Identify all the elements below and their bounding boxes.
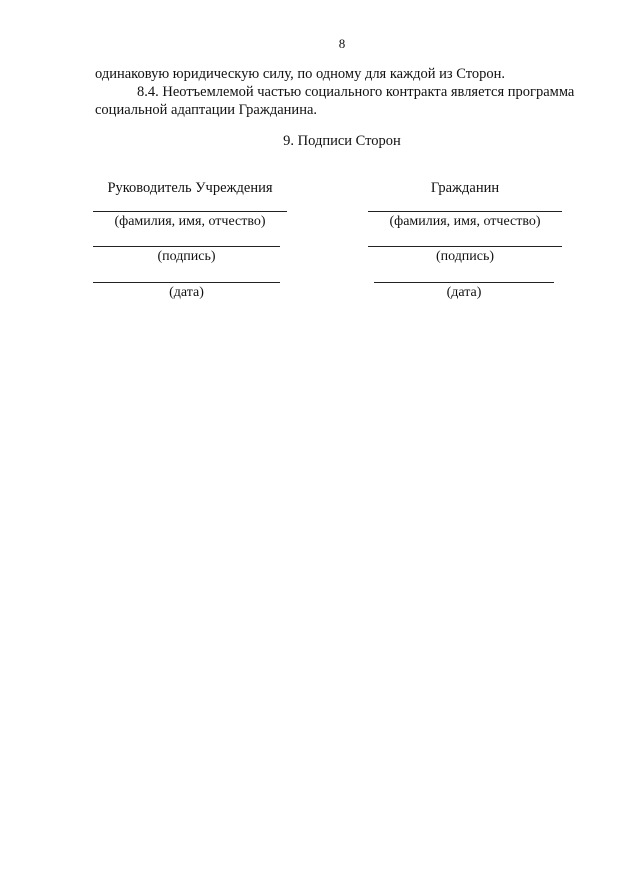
caption-sign-right: (подпись) bbox=[435, 249, 495, 264]
caption-date-left: (дата) bbox=[169, 285, 204, 300]
signature-line-date-left bbox=[93, 282, 280, 283]
signature-line-sign-right bbox=[368, 246, 562, 247]
signature-line-date-right bbox=[374, 282, 554, 283]
paragraph-line-3: социальной адаптации Гражданина. bbox=[95, 102, 318, 118]
signature-line-name-right bbox=[368, 211, 562, 212]
signature-line-sign-left bbox=[93, 246, 280, 247]
paragraph-line-2: 8.4. Неотъемлемой частью социального контракта является программа bbox=[137, 84, 575, 100]
paragraph-line-1: одинаковую юридическую силу, по одному для каждой из Сторон. bbox=[95, 66, 506, 82]
section-heading: 9. Подписи Сторон bbox=[283, 133, 401, 149]
page-number: 8 bbox=[338, 36, 346, 51]
caption-name-right: (фамилия, имя, отчество) bbox=[389, 214, 541, 229]
caption-sign-left: (подпись) bbox=[157, 249, 216, 264]
signature-title-right: Гражданин bbox=[430, 180, 500, 196]
signature-line-name-left bbox=[93, 211, 287, 212]
signature-title-left: Руководитель Учреждения bbox=[107, 180, 273, 196]
caption-name-left: (фамилия, имя, отчество) bbox=[114, 214, 266, 229]
caption-date-right: (дата) bbox=[446, 285, 482, 300]
